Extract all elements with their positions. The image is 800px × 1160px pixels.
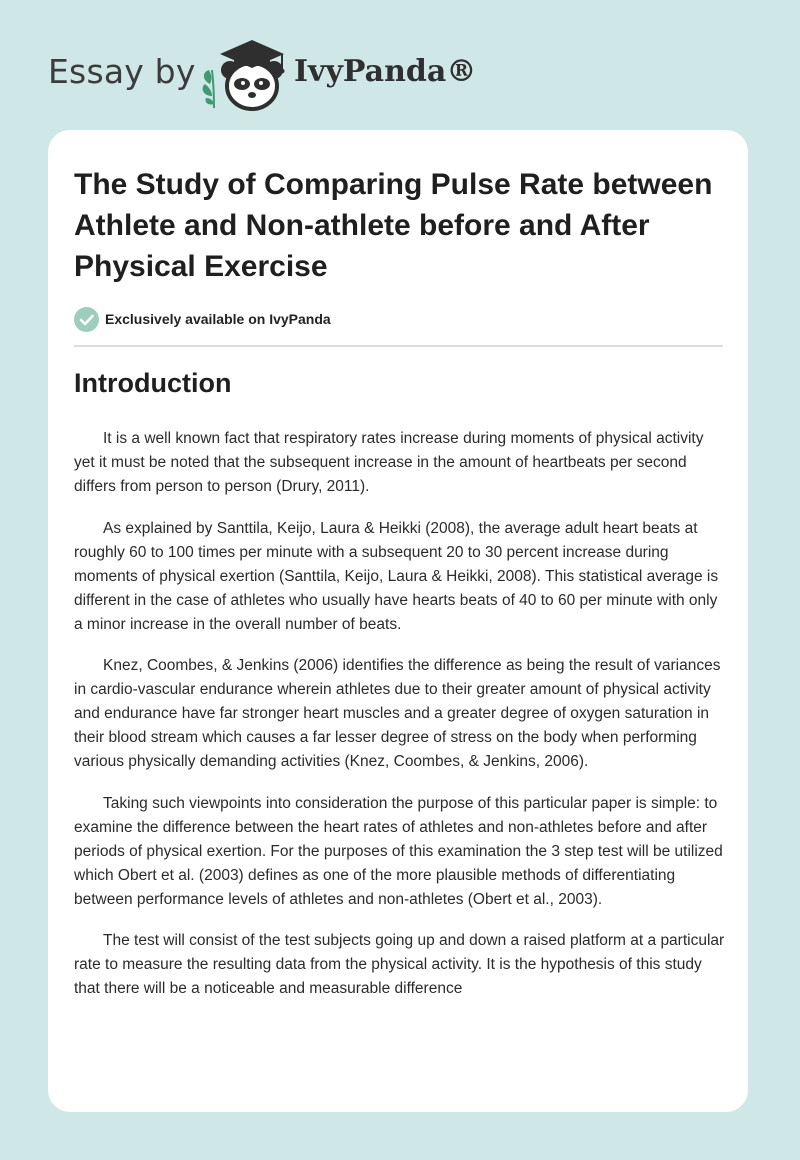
essay-card xyxy=(48,130,748,1112)
paragraph: Knez, Coombes, & Jenkins (2006) identifies the difference as being the result of variances in cardio-vascular endurance wherein athletes due to their greater amount of physical activity and endurance have far stronger heart muscles and a greater degree of oxygen saturation in their blood stream which causes a far lesser degree of stress on the body when performing various physically demanding activities (Knez, Coombes, & Jenkins, 2006). xyxy=(74,657,721,770)
paragraph: The test will consist of the test subjects going up and down a raised platform at a particular rate to measure the resulting data from the physical activity. It is the hypothesis of this study that there will be a noticeable and measurable difference xyxy=(74,932,725,997)
essay-body xyxy=(74,427,726,1019)
check-circle-icon xyxy=(74,307,99,332)
essay-title: The Study of Comparing Pulse Rate between Athlete and Non-athlete before and After Physical Exercise xyxy=(74,168,713,283)
brand-prefix: Essay by xyxy=(48,52,196,91)
badge-text: Exclusively available on IvyPanda xyxy=(105,311,331,327)
paragraph: It is a well known fact that respiratory rates increase during moments of physical activity yet it must be noted that the subsequent increase in the amount of heartbeats per second differs from person to person (Drury, 2011). xyxy=(74,430,704,495)
exclusive-badge xyxy=(74,306,331,332)
divider xyxy=(74,345,723,347)
paragraph: As explained by Santtila, Keijo, Laura & Heikki (2008), the average adult heart beats at roughly 60 to 100 times per minute with a subsequent 20 to 30 percent increase during moments of physical exertion (Santtila, Keijo, Laura & Heikki, 2008). This statistical average is different in the case of athletes who usually have hearts beats of 40 to 60 per minute with only a minor increase in the overall number of beats. xyxy=(74,519,719,633)
paragraph: Taking such viewpoints into consideration the purpose of this particular paper is simple: to examine the difference between the heart rates of athletes and non-athletes before and after periods of physical exertion. For the purposes of this examination the 3 step test will be utilized which Obert et al. (2003) defines as one of the more plausible methods of differentiating between performance levels of athletes and non-athletes (Obert et al., 2003). xyxy=(74,794,723,908)
brand-header xyxy=(48,36,488,112)
section-heading: Introduction xyxy=(74,368,232,398)
brand-name[interactable]: IvyPanda® xyxy=(294,54,477,89)
panda-logo-icon[interactable] xyxy=(200,36,290,112)
